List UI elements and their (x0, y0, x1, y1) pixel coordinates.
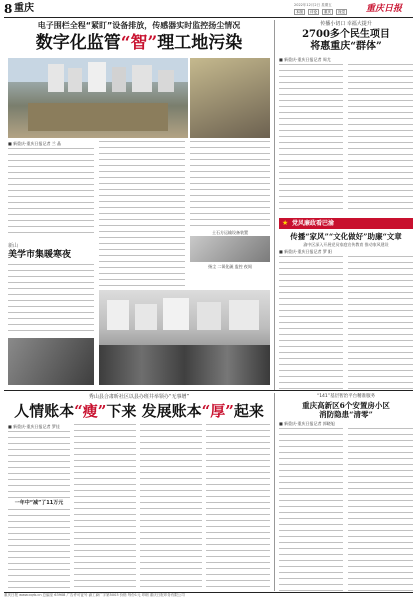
bottom-right-text-1 (279, 428, 343, 591)
lead-headline-post: 理工地污染 (157, 33, 243, 53)
stall (135, 304, 157, 330)
lead-text-col-1 (8, 148, 94, 238)
lead-headline-quote: “智” (120, 33, 158, 53)
market-photo (99, 290, 270, 385)
header-nav (294, 9, 347, 15)
bottom-right-author: ■ 新重庆-重庆日报记者 郭晓旭 (279, 421, 335, 426)
bottom-headline-q2: “厚” (201, 402, 234, 420)
right-headline-2: 将惠重庆“群体” (310, 41, 382, 52)
building (158, 70, 174, 92)
right-headline: 2700多个民生项目 (302, 29, 390, 40)
stall (163, 298, 189, 330)
bottom-subhead: 一年中“减”了11万元 (8, 500, 70, 506)
small-photo (190, 236, 270, 262)
feature-tag: 新山 (8, 243, 19, 249)
building (112, 67, 126, 92)
bottom-right-headline-2: 消防隐患“清零” (319, 410, 373, 419)
mid-right-sub: 渝中区深入开展党员家庭宣传教育 推动家风建设 (303, 242, 389, 247)
lead-photo-caption: 土石方运输设备装置 (212, 230, 248, 235)
column-divider (274, 20, 275, 390)
bottom-headline-1: 人情账本 (14, 402, 75, 420)
building (68, 68, 82, 92)
mid-right-text-2 (348, 256, 413, 390)
footer-text: 重庆日报 www.cqrb.cn 总编室 63908 广告许可证号 渝工商广字第5003 价格 每份1元 印刷 重庆日报印务有限公司 (4, 593, 185, 597)
nav-item[interactable]: 本版 (296, 10, 303, 14)
party-label: 党风廉政看巴渝 (292, 220, 335, 227)
party-icon: ★ (282, 219, 289, 227)
right-kicker: 传播小切口 幸福大提升 (320, 21, 372, 27)
bottom-headline-3: 起来 (233, 402, 264, 420)
header-rule (4, 17, 413, 18)
bottom-right-kicker: “141”基层智治平台精准服务 (316, 394, 376, 399)
stall (229, 300, 259, 330)
section-name: 重庆 (14, 3, 34, 14)
feature-box (8, 243, 94, 335)
mid-right-headline: 传播“家风”“文化做好”助廉“文章 (290, 232, 402, 241)
issue-date: 2022年12月2日 星期五 (294, 3, 332, 7)
building (88, 62, 106, 92)
bottom-text-col-2 (74, 424, 136, 591)
mid-right-author: ■ 新重庆-重庆日报记者 罗 阳 (279, 249, 333, 254)
lead-headline (8, 33, 270, 54)
lead-text-col-3 (190, 141, 270, 226)
bottom-rule (4, 390, 413, 391)
bottom-text-col-4 (206, 424, 270, 591)
building (48, 64, 64, 92)
lead-photo-side (190, 58, 270, 138)
lead-author: ■ 新重庆-重庆日报记者 兰 晶 (8, 141, 62, 146)
bottom-headline-2: 下来 发展账本 (106, 402, 202, 420)
right-text-col-1 (279, 64, 343, 214)
right-author: ■ 新重庆-重庆日报记者 周尤 (279, 57, 331, 62)
mid-right-text-1 (279, 256, 343, 390)
nav-item[interactable]: 评论 (310, 10, 317, 14)
bottom-right-headline: 重庆高新区6个安置房小区 (302, 401, 390, 410)
party-box (279, 218, 413, 229)
nav-item[interactable]: 视觉 (338, 10, 345, 14)
bottom-kicker: 秀山县合肃昕社区以县办班井举领办“无事增” (88, 394, 190, 400)
small-photo-caption: 扬尘 二氧化硫 监控 夜间 (208, 264, 252, 269)
feature-photo-left (8, 338, 94, 385)
feature-title: 美学市集暖寒夜 (8, 250, 72, 260)
construction-site (28, 103, 168, 131)
lead-headline-pre: 数字化监管 (35, 33, 121, 53)
bottom-text-col-1 (8, 431, 70, 591)
page-number: 8 (4, 2, 13, 16)
lead-kicker: 电子围栏全程“紧盯”设备排放，传感器实时监控扬尘情况 (37, 21, 241, 30)
right-text-col-2 (348, 64, 413, 214)
building (132, 65, 152, 92)
bottom-headline (8, 402, 270, 421)
column-divider (274, 393, 275, 591)
bottom-headline-q1: “瘦” (74, 402, 107, 420)
stall (107, 300, 129, 330)
bottom-text-col-3 (140, 424, 202, 591)
stall (197, 302, 221, 330)
page-header (4, 2, 413, 16)
masthead-logo: 重庆日报 (366, 4, 403, 14)
bottom-right-text-2 (348, 428, 413, 591)
nav-item[interactable]: 重庆 (324, 10, 331, 14)
lead-text-col-2 (99, 141, 185, 286)
crowd (99, 345, 270, 385)
feature-text (8, 264, 94, 332)
bottom-author: ■ 新重庆-重庆日报记者 罗佳 (8, 424, 60, 429)
lead-photo (8, 58, 188, 138)
